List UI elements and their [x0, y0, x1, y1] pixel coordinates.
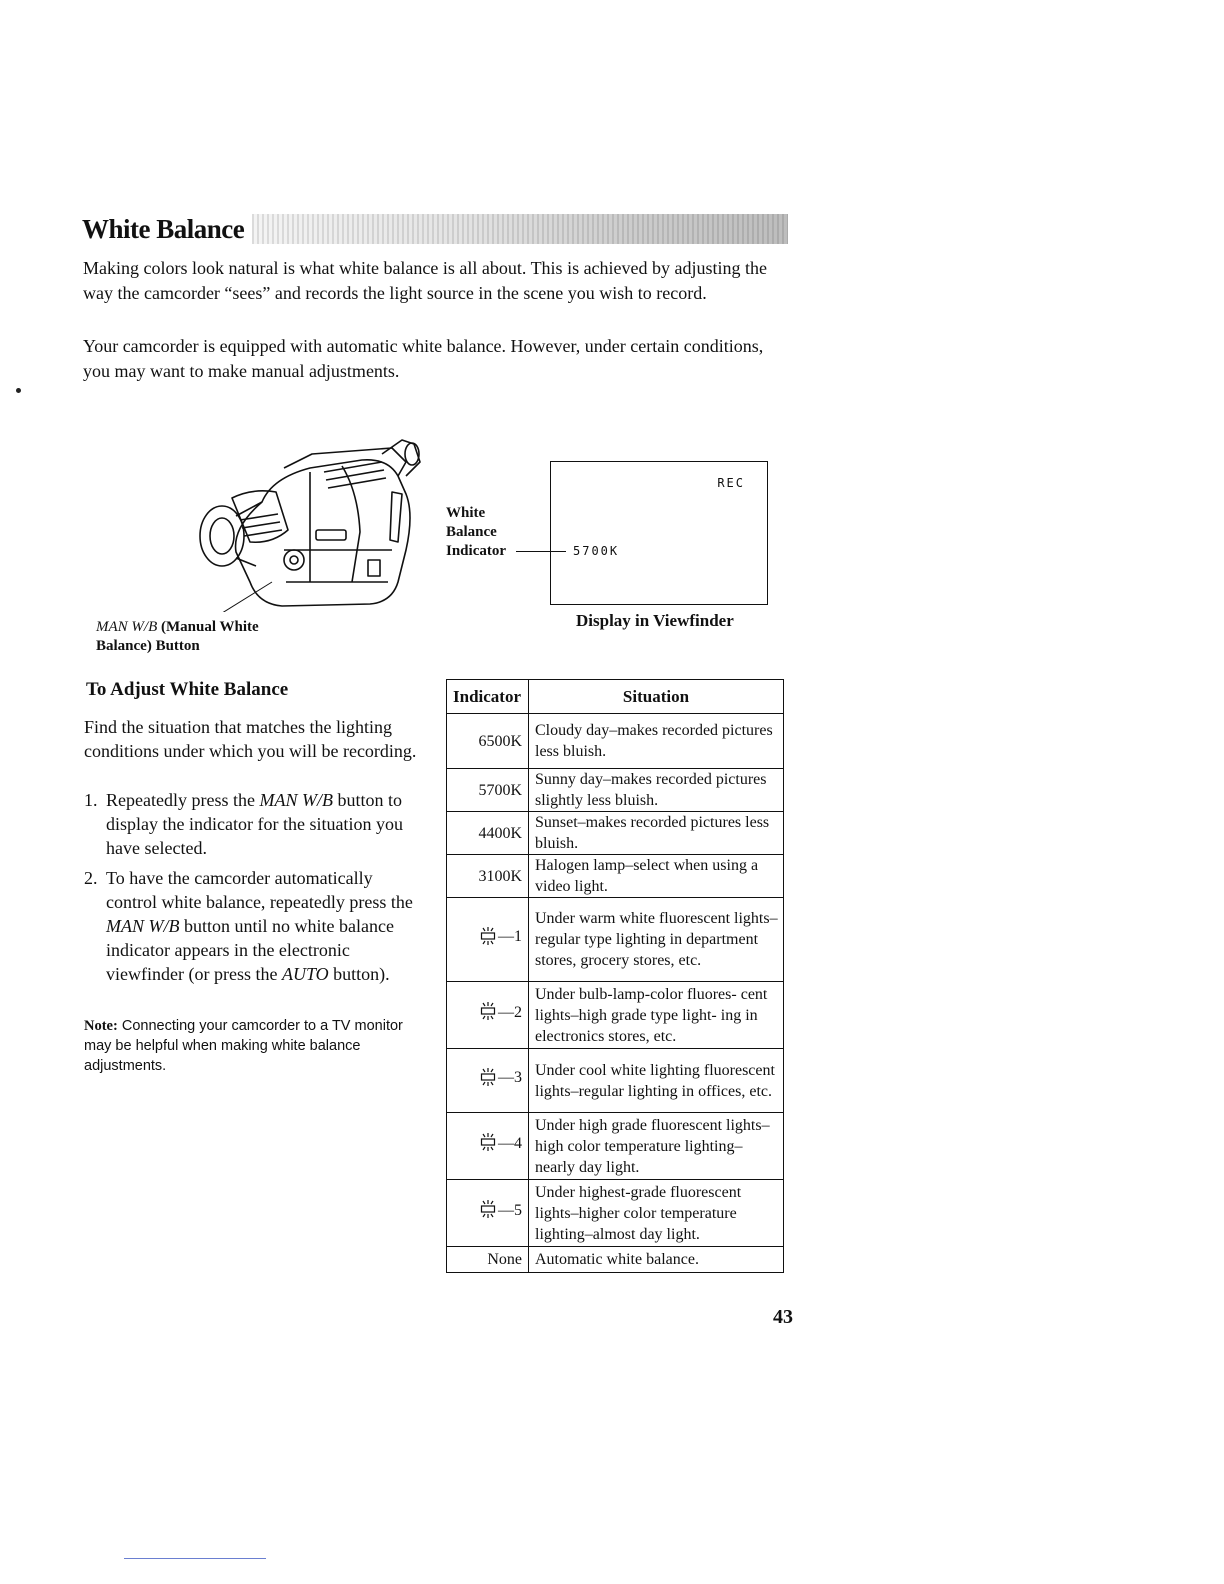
- situation-cell: Sunny day–makes recorded pictures slightly less bluish.: [529, 769, 784, 812]
- man-wb-button-ref: MAN W/B: [106, 916, 180, 936]
- indicator-cell: [447, 1049, 529, 1113]
- table-row: [447, 812, 784, 855]
- situation-cell: Automatic white balance.: [529, 1247, 784, 1273]
- fluorescent-indicator: [480, 1067, 522, 1089]
- intro-paragraph-1: Making colors look natural is what white balance is all about. This is achieved by adjusting the way the camcorder “sees” and records the light source in the scene you wish to record.: [83, 258, 768, 303]
- situation-cell: Halogen lamp–select when using a video light.: [529, 855, 784, 898]
- note-text: Connecting your camcorder to a TV monitor may be helpful when making white balance adjustments.: [84, 1018, 403, 1074]
- caption-line-1: (Manual White: [161, 619, 259, 635]
- fluorescent-lamp-icon: [480, 1001, 496, 1023]
- indicator-suffix: —2: [498, 1003, 522, 1021]
- indicator-cell: 6500K: [447, 714, 529, 769]
- indicator-cell: [447, 1113, 529, 1180]
- indicator-cell: [447, 982, 529, 1049]
- situation-cell: Under high grade fluorescent lights–high color temperature lighting–nearly day light.: [529, 1113, 784, 1180]
- indicator-cell: [447, 898, 529, 982]
- adjust-intro-text: Find the situation that matches the lighting conditions under which you will be recording.: [84, 717, 417, 761]
- indicator-suffix: —4: [498, 1134, 522, 1152]
- page-number: 43: [773, 1306, 793, 1328]
- indicator-suffix: —5: [498, 1201, 522, 1219]
- indicator-suffix: —3: [498, 1069, 522, 1086]
- fluorescent-indicator: [480, 1001, 522, 1023]
- fluorescent-indicator: [480, 926, 522, 948]
- indicator-cell: 3100K: [447, 855, 529, 898]
- table-row: [447, 982, 784, 1049]
- margin-dot: [16, 388, 21, 393]
- table-header-row: [447, 680, 784, 714]
- situation-cell: Under highest-grade fluorescent lights–higher color temperature lighting–almost day light.: [529, 1180, 784, 1247]
- situation-cell: Sunset–makes recorded pictures less bluish.: [529, 812, 784, 855]
- table-row: [447, 855, 784, 898]
- column-header-situation: Situation: [529, 680, 784, 714]
- label-line-3: Indicator: [446, 543, 506, 559]
- white-balance-readout: 5700K: [573, 544, 620, 558]
- indicator-cell: 5700K: [447, 769, 529, 812]
- step-text: button to display the indicator for the situation you have selected.: [106, 790, 403, 858]
- man-wb-button-caption: [96, 618, 259, 656]
- page-title: White Balance: [82, 212, 252, 246]
- fluorescent-lamp-icon: [480, 1132, 496, 1154]
- situation-cell: Cloudy day–makes recorded pictures less bluish.: [529, 714, 784, 769]
- intro-paragraph-2: Your camcorder is equipped with automatic white balance. However, under certain conditions, you may want to make manual adjustments.: [83, 336, 764, 381]
- table-row: [447, 1113, 784, 1180]
- fluorescent-lamp-icon: [480, 1199, 496, 1221]
- viewfinder-display: [550, 461, 768, 605]
- viewfinder-caption: Display in Viewfinder: [576, 611, 734, 630]
- label-line-2: Balance: [446, 524, 497, 540]
- situation-cell: Under cool white lighting fluorescent lights–regular lighting in offices, etc.: [529, 1049, 784, 1113]
- note-label: Note:: [84, 1018, 118, 1034]
- indicator-cell: [447, 1180, 529, 1247]
- footer-rule: [124, 1558, 266, 1559]
- auto-button-ref: AUTO: [281, 964, 329, 984]
- table-row: [447, 1049, 784, 1113]
- steps-list: [84, 788, 424, 992]
- fluorescent-lamp-icon: [480, 1067, 496, 1089]
- situation-cell: Under warm white fluorescent lights–regular type lighting in department stores, grocery stores, etc.: [529, 898, 784, 982]
- indicator-cell: None: [447, 1247, 529, 1273]
- camcorder-illustration: [192, 432, 432, 612]
- man-wb-button-ref: MAN W/B: [259, 790, 333, 810]
- fluorescent-indicator: [480, 1132, 522, 1154]
- fluorescent-lamp-icon: [480, 926, 496, 948]
- title-bar: [82, 212, 788, 246]
- step-item: [84, 788, 424, 860]
- title-decorative-band: [252, 214, 788, 244]
- column-header-indicator: Indicator: [447, 680, 529, 714]
- table-row: [447, 1247, 784, 1273]
- step-item: [84, 866, 424, 986]
- indicator-cell: 4400K: [447, 812, 529, 855]
- section-heading: To Adjust White Balance: [86, 679, 289, 700]
- fluorescent-indicator: [480, 1199, 522, 1221]
- step-text: button until no white balance indicator appears in the electronic viewfinder (or press the: [106, 916, 394, 984]
- table-row: [447, 769, 784, 812]
- table-row: [447, 714, 784, 769]
- note: [84, 1016, 414, 1076]
- rec-indicator: REC: [717, 476, 745, 490]
- step-text: button).: [333, 964, 390, 984]
- caption-line-2: Balance) Button: [96, 638, 200, 654]
- table-row: [447, 898, 784, 982]
- step-number: 2.: [84, 868, 98, 888]
- white-balance-indicator-label: [446, 504, 506, 561]
- step-number: 1.: [84, 790, 98, 810]
- step-text: To have the camcorder automatically control white balance, repeatedly press the: [106, 868, 413, 912]
- indicator-suffix: —1: [498, 928, 522, 945]
- table-row: [447, 1180, 784, 1247]
- man-wb-button-name: MAN W/B: [96, 619, 158, 635]
- step-text: Repeatedly press the: [106, 790, 255, 810]
- situation-cell: Under bulb-lamp-color fluores- cent lights–high grade type light- ing in electronics stores, etc.: [529, 982, 784, 1049]
- label-line-1: White: [446, 505, 486, 521]
- white-balance-table: [446, 679, 784, 1273]
